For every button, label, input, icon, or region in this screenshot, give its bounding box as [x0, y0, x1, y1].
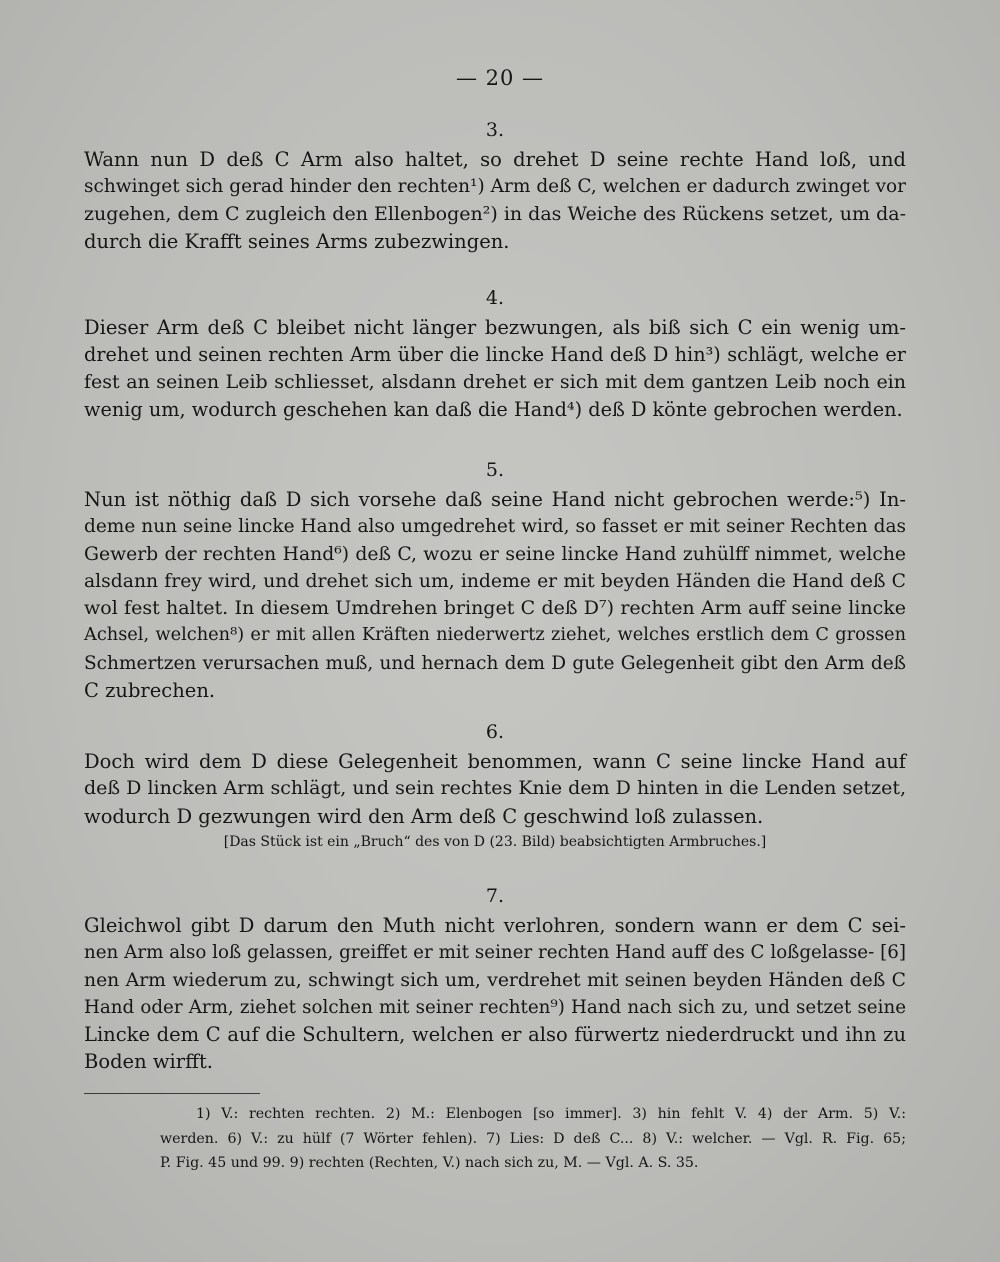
section-number: 5. [485, 459, 505, 481]
text-line: deme nun seine lincke Hand also umgedrehet wird, so fasset er mit seiner Rechten das [84, 516, 906, 538]
paragraph [84, 912, 906, 1076]
text-line: nen Arm also loß gelassen, greiffet er mit seiner rechten Hand auff des C loßgelasse- [6] [84, 942, 906, 964]
text-line: fest an seinen Leib schliesset, alsdann drehet er sich mit dem gantzen Leib noch ein [84, 370, 906, 393]
text-line: deß D lincken Arm schlägt, und sein rechtes Knie dem D hinten in die Lenden setzet, [84, 777, 906, 800]
text-line: wol fest haltet. In diesem Umdrehen bringet C deß D⁷) rechten Arm auff seine lincke [84, 597, 906, 620]
section-3 [84, 118, 906, 255]
text-line: Nun ist nöthig daß D sich vorsehe daß seine Hand nicht gebrochen werde:⁵) In- [84, 488, 906, 511]
text-line: Gleichwol gibt D darum den Muth nicht verlohren, sondern wann er dem C sei- [84, 914, 906, 937]
section-4 [84, 286, 906, 423]
footnotes [160, 1102, 906, 1176]
text-line: Achsel, welchen⁸) er mit allen Kräften niederwertz ziehet, welches erstlich dem C grossen [84, 625, 906, 646]
text-line: drehet und seinen rechten Arm über die lincke Hand deß D hin³) schlägt, welche er [84, 343, 906, 367]
section-number: 3. [485, 119, 505, 141]
footnote-line: werden. 6) V.: zu hülf (7 Wörter fehlen). 7) Lies: D deß C... 8) V.: welcher. — Vgl. R. Fig. 65; [160, 1130, 906, 1147]
text-line: durch die Krafft seines Arms zubezwingen. [84, 229, 510, 253]
editorial-note: [Das Stück ist ein „Bruch“ des von D (23. Bild) beabsichtigten Armbruches.] [223, 833, 767, 850]
footnote-divider [84, 1093, 260, 1094]
text-line: alsdann frey wird, und drehet sich um, indeme er mit beyden Händen die Hand deß C [84, 570, 906, 592]
text-line: Lincke dem C auf die Schultern, welchen er also fürwertz niederdruckt und ihn zu [84, 1023, 906, 1047]
page-number: — 20 — [455, 66, 545, 90]
text-line: Gewerb der rechten Hand⁶) deß C, wozu er seine lincke Hand zuhülff nimmet, welche [84, 543, 906, 565]
paragraph [84, 314, 906, 423]
section-6 [84, 720, 906, 852]
text-line: nen Arm wiederum zu, schwingt sich um, verdrehet mit seinen beyden Händen deß C [84, 969, 906, 991]
footnote-line: 1) V.: rechten rechten. 2) M.: Elenbogen [so immer]. 3) hin fehlt V. 4) der Arm. 5) V.: [196, 1106, 906, 1122]
text-line: wodurch D gezwungen wird den Arm deß C geschwind loß zulassen. [84, 804, 764, 828]
text-line: wenig um, wodurch geschehen kan daß die Hand⁴) deß D könte gebrochen werden. [84, 397, 903, 421]
text-line: C zubrechen. [84, 679, 216, 703]
section-number: 7. [485, 885, 505, 907]
text-line: Dieser Arm deß C bleibet nicht länger bezwungen, als biß sich C ein wenig um- [84, 316, 906, 339]
section-5 [84, 458, 906, 704]
text-line: Wann nun D deß C Arm also haltet, so drehet D seine rechte Hand loß, und [84, 148, 906, 171]
text-line: schwinget sich gerad hinder den rechten¹) Arm deß C, welchen er dadurch zwinget vor [84, 176, 906, 198]
section-number: 6. [485, 721, 505, 743]
paragraph [84, 146, 906, 255]
section-7 [84, 884, 906, 1076]
footnote-line: P. Fig. 45 und 99. 9) rechten (Rechten, V.) nach sich zu, M. — Vgl. A. S. 35. [160, 1155, 699, 1171]
paragraph [84, 748, 906, 830]
text-line: Boden wirfft. [84, 1050, 213, 1074]
text-line: Schmertzen verursachen muß, und hernach dem D gute Gelegenheit gibt den Arm deß [84, 652, 906, 674]
paragraph [84, 486, 906, 704]
text-line: zugehen, dem C zugleich den Ellenbogen²) in das Weiche des Rückens setzet, um da- [84, 202, 906, 225]
text-line: Hand oder Arm, ziehet solchen mit seiner rechten⁹) Hand nach sich zu, und setzet seine [84, 996, 906, 1018]
text-line: Doch wird dem D diese Gelegenheit benommen, wann C seine lincke Hand auf [84, 750, 906, 773]
section-number: 4. [485, 287, 505, 309]
